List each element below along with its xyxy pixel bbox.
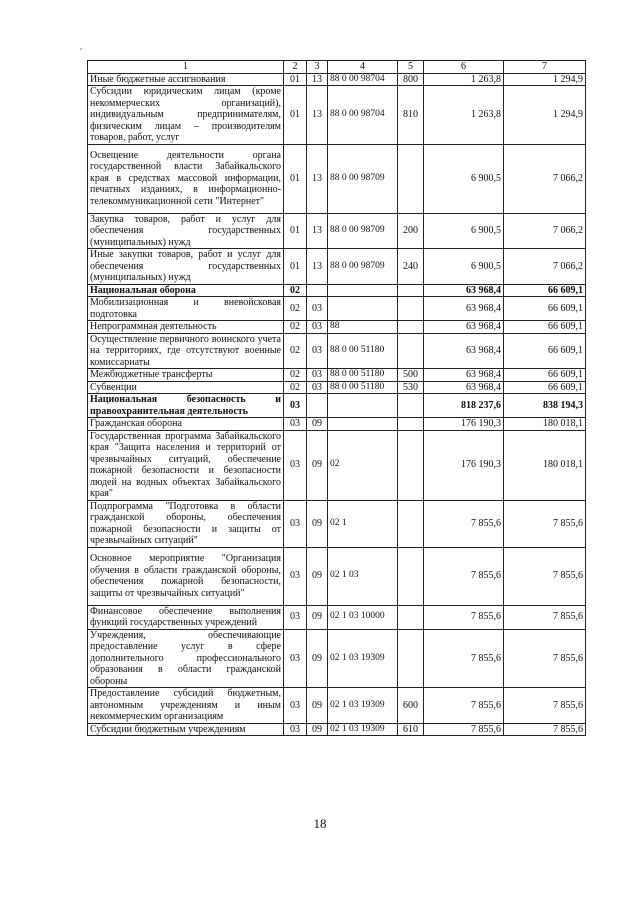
item-name: Финансовое обеспечение выполнения функций государственных учреждений — [88, 605, 284, 629]
target-article-code: 88 0 00 51180 — [328, 333, 398, 369]
item-name: Гражданская оборона — [88, 418, 284, 431]
amount-year-2: 838 194,3 — [504, 394, 586, 418]
table-row — [88, 284, 586, 297]
section-code: 03 — [284, 605, 307, 629]
header-col-1: 1 — [88, 61, 284, 74]
section-code: 02 — [284, 284, 307, 297]
amount-year-2: 7 855,6 — [504, 723, 586, 736]
target-article-code: 02 1 03 19309 — [328, 723, 398, 736]
amount-year-1: 7 855,6 — [424, 500, 504, 547]
section-code: 02 — [284, 369, 307, 382]
table-row — [88, 381, 586, 394]
amount-year-1: 1 263,8 — [424, 73, 504, 86]
amount-year-2: 7 066,2 — [504, 213, 586, 249]
section-code: 01 — [284, 86, 307, 145]
amount-year-1: 7 855,6 — [424, 547, 504, 605]
subsection-code: 03 — [307, 369, 328, 382]
table-row — [88, 547, 586, 605]
header-col-7: 7 — [504, 61, 586, 74]
item-name: Учреждения, обеспечивающие предоставление услуг в сфере дополнительного профессионального образования в области гражданской обороны — [88, 629, 284, 688]
item-name: Иные бюджетные ассигнования — [88, 73, 284, 86]
target-article-code: 88 0 00 98709 — [328, 144, 398, 213]
section-code: 02 — [284, 333, 307, 369]
section-code: 02 — [284, 297, 307, 321]
amount-year-1: 63 968,4 — [424, 333, 504, 369]
item-name: Осуществление первичного воинского учета на территориях, где отсутствуют военные комиссариаты — [88, 333, 284, 369]
table-row — [88, 418, 586, 431]
table-row — [88, 369, 586, 382]
expense-type-code: 810 — [398, 86, 424, 145]
expense-type-code: 800 — [398, 73, 424, 86]
target-article-code: 88 — [328, 321, 398, 334]
amount-year-2: 180 018,1 — [504, 430, 586, 500]
section-code: 03 — [284, 418, 307, 431]
target-article-code: 88 0 00 51180 — [328, 381, 398, 394]
item-name: Закупка товаров, работ и услуг для обеспечения государственных (муниципальных) нужд — [88, 213, 284, 249]
amount-year-1: 176 190,3 — [424, 430, 504, 500]
section-code: 03 — [284, 629, 307, 688]
subsection-code: 13 — [307, 249, 328, 285]
header-col-2: 2 — [284, 61, 307, 74]
subsection-code: 09 — [307, 629, 328, 688]
section-code: 01 — [284, 73, 307, 86]
amount-year-2: 66 609,1 — [504, 284, 586, 297]
section-code: 03 — [284, 430, 307, 500]
item-name: Национальная оборона — [88, 284, 284, 297]
table-row — [88, 249, 586, 285]
expense-type-code — [398, 321, 424, 334]
table-row — [88, 688, 586, 724]
amount-year-2: 66 609,1 — [504, 369, 586, 382]
table-row — [88, 86, 586, 145]
expense-type-code: 200 — [398, 213, 424, 249]
section-code: 03 — [284, 500, 307, 547]
expense-type-code — [398, 547, 424, 605]
expense-type-code — [398, 629, 424, 688]
target-article-code: 02 1 03 — [328, 547, 398, 605]
target-article-code: 88 0 00 98709 — [328, 249, 398, 285]
expense-type-code — [398, 500, 424, 547]
target-article-code: 88 0 00 98704 — [328, 86, 398, 145]
table-row — [88, 73, 586, 86]
amount-year-1: 176 190,3 — [424, 418, 504, 431]
section-code: 02 — [284, 321, 307, 334]
section-code: 01 — [284, 213, 307, 249]
item-name: Субсидии бюджетным учреждениям — [88, 723, 284, 736]
expense-type-code: 600 — [398, 688, 424, 724]
expense-type-code: 530 — [398, 381, 424, 394]
amount-year-1: 818 237,6 — [424, 394, 504, 418]
amount-year-1: 6 900,5 — [424, 213, 504, 249]
table-row — [88, 333, 586, 369]
table-row — [88, 213, 586, 249]
subsection-code: 03 — [307, 381, 328, 394]
amount-year-1: 63 968,4 — [424, 284, 504, 297]
amount-year-2: 1 294,9 — [504, 73, 586, 86]
subsection-code: 09 — [307, 500, 328, 547]
amount-year-2: 7 066,2 — [504, 249, 586, 285]
expense-type-code — [398, 333, 424, 369]
amount-year-2: 66 609,1 — [504, 333, 586, 369]
amount-year-1: 7 855,6 — [424, 629, 504, 688]
target-article-code: 02 1 03 19309 — [328, 629, 398, 688]
expense-type-code — [398, 297, 424, 321]
subsection-code: 09 — [307, 547, 328, 605]
amount-year-2: 7 855,6 — [504, 500, 586, 547]
expense-type-code — [398, 430, 424, 500]
section-code: 01 — [284, 249, 307, 285]
amount-year-1: 63 968,4 — [424, 321, 504, 334]
item-name: Непрограммная деятельность — [88, 321, 284, 334]
amount-year-1: 63 968,4 — [424, 297, 504, 321]
section-code: 03 — [284, 547, 307, 605]
target-article-code: 02 1 — [328, 500, 398, 547]
expense-type-code — [398, 284, 424, 297]
amount-year-2: 7 855,6 — [504, 629, 586, 688]
item-name: Национальная безопасность и правоохранительная деятельность — [88, 394, 284, 418]
amount-year-2: 66 609,1 — [504, 297, 586, 321]
subsection-code: 09 — [307, 688, 328, 724]
amount-year-1: 63 968,4 — [424, 381, 504, 394]
expense-type-code — [398, 144, 424, 213]
item-name: Субвенции — [88, 381, 284, 394]
header-col-3: 3 — [307, 61, 328, 74]
subsection-code — [307, 394, 328, 418]
item-name: Иные закупки товаров, работ и услуг для обеспечения государственных (муниципальных) нужд — [88, 249, 284, 285]
table-row — [88, 500, 586, 547]
target-article-code: 88 0 00 98709 — [328, 213, 398, 249]
table-row — [88, 723, 586, 736]
subsection-code: 13 — [307, 73, 328, 86]
amount-year-2: 7 855,6 — [504, 605, 586, 629]
budget-table — [87, 60, 586, 736]
table-body — [88, 73, 586, 736]
item-name: Государственная программа Забайкальского края "Защита населения и территорий от чрезвычайных ситуаций, обеспечение пожарной безопасности и безопасности людей на водных объектах Забайкальского края" — [88, 430, 284, 500]
subsection-code: 13 — [307, 86, 328, 145]
section-code: 03 — [284, 688, 307, 724]
amount-year-1: 7 855,6 — [424, 688, 504, 724]
item-name: Подпрограмма "Подготовка в области гражданской обороны, обеспечения пожарной безопасности и защиты от чрезвычайных ситуаций" — [88, 500, 284, 547]
amount-year-2: 7 066,2 — [504, 144, 586, 213]
subsection-code: 09 — [307, 605, 328, 629]
page-number: 18 — [313, 816, 327, 831]
amount-year-2: 1 294,9 — [504, 86, 586, 145]
subsection-code: 13 — [307, 144, 328, 213]
subsection-code: 09 — [307, 418, 328, 431]
item-name: Основное мероприятие "Организация обучения в области гражданской обороны, обеспечения пожарной безопасности, защиты от чрезвычайных ситуаций" — [88, 547, 284, 605]
amount-year-1: 1 263,8 — [424, 86, 504, 145]
expense-type-code — [398, 418, 424, 431]
target-article-code — [328, 394, 398, 418]
amount-year-1: 63 968,4 — [424, 369, 504, 382]
target-article-code — [328, 284, 398, 297]
expense-type-code: 500 — [398, 369, 424, 382]
expense-type-code — [398, 394, 424, 418]
target-article-code: 02 1 03 19309 — [328, 688, 398, 724]
header-row — [88, 61, 586, 74]
subsection-code: 03 — [307, 321, 328, 334]
amount-year-2: 66 609,1 — [504, 321, 586, 334]
item-name: Мобилизационная и вневойсковая подготовка — [88, 297, 284, 321]
item-name: Субсидии юридическим лицам (кроме некоммерческих организаций), индивидуальным предпринимателям, физическим лицам – производителям товаров, работ, услуг — [88, 86, 284, 145]
item-name: Межбюджетные трансферты — [88, 369, 284, 382]
expense-type-code — [398, 605, 424, 629]
subsection-code: 03 — [307, 297, 328, 321]
table-row — [88, 605, 586, 629]
section-code: 01 — [284, 144, 307, 213]
table-row — [88, 629, 586, 688]
subsection-code: 03 — [307, 333, 328, 369]
target-article-code: 02 1 03 10000 — [328, 605, 398, 629]
subsection-code: 13 — [307, 213, 328, 249]
item-name: Предоставление субсидий бюджетным, автономным учреждениям и иным некоммерческим организациям — [88, 688, 284, 724]
section-code: 03 — [284, 394, 307, 418]
header-col-6: 6 — [424, 61, 504, 74]
table-row — [88, 430, 586, 500]
target-article-code — [328, 297, 398, 321]
table-row — [88, 297, 586, 321]
amount-year-1: 6 900,5 — [424, 249, 504, 285]
amount-year-1: 7 855,6 — [424, 723, 504, 736]
subsection-code: 09 — [307, 430, 328, 500]
section-code: 02 — [284, 381, 307, 394]
expense-type-code: 610 — [398, 723, 424, 736]
subsection-code: 09 — [307, 723, 328, 736]
amount-year-2: 7 855,6 — [504, 547, 586, 605]
table-row — [88, 394, 586, 418]
amount-year-1: 6 900,5 — [424, 144, 504, 213]
subsection-code — [307, 284, 328, 297]
table-row — [88, 321, 586, 334]
table-row — [88, 144, 586, 213]
amount-year-2: 180 018,1 — [504, 418, 586, 431]
target-article-code: 88 0 00 98704 — [328, 73, 398, 86]
target-article-code: 88 0 00 51180 — [328, 369, 398, 382]
section-code: 03 — [284, 723, 307, 736]
header-col-4: 4 — [328, 61, 398, 74]
target-article-code — [328, 418, 398, 431]
target-article-code: 02 — [328, 430, 398, 500]
amount-year-2: 66 609,1 — [504, 381, 586, 394]
amount-year-2: 7 855,6 — [504, 688, 586, 724]
amount-year-1: 7 855,6 — [424, 605, 504, 629]
expense-type-code: 240 — [398, 249, 424, 285]
scan-speck — [80, 48, 82, 50]
item-name: Освещение деятельности органа государственной власти Забайкальского края в средствах массовой информации, печатных изданиях, в информационно-телекоммуникационной сети "Интернет" — [88, 144, 284, 213]
header-col-5: 5 — [398, 61, 424, 74]
